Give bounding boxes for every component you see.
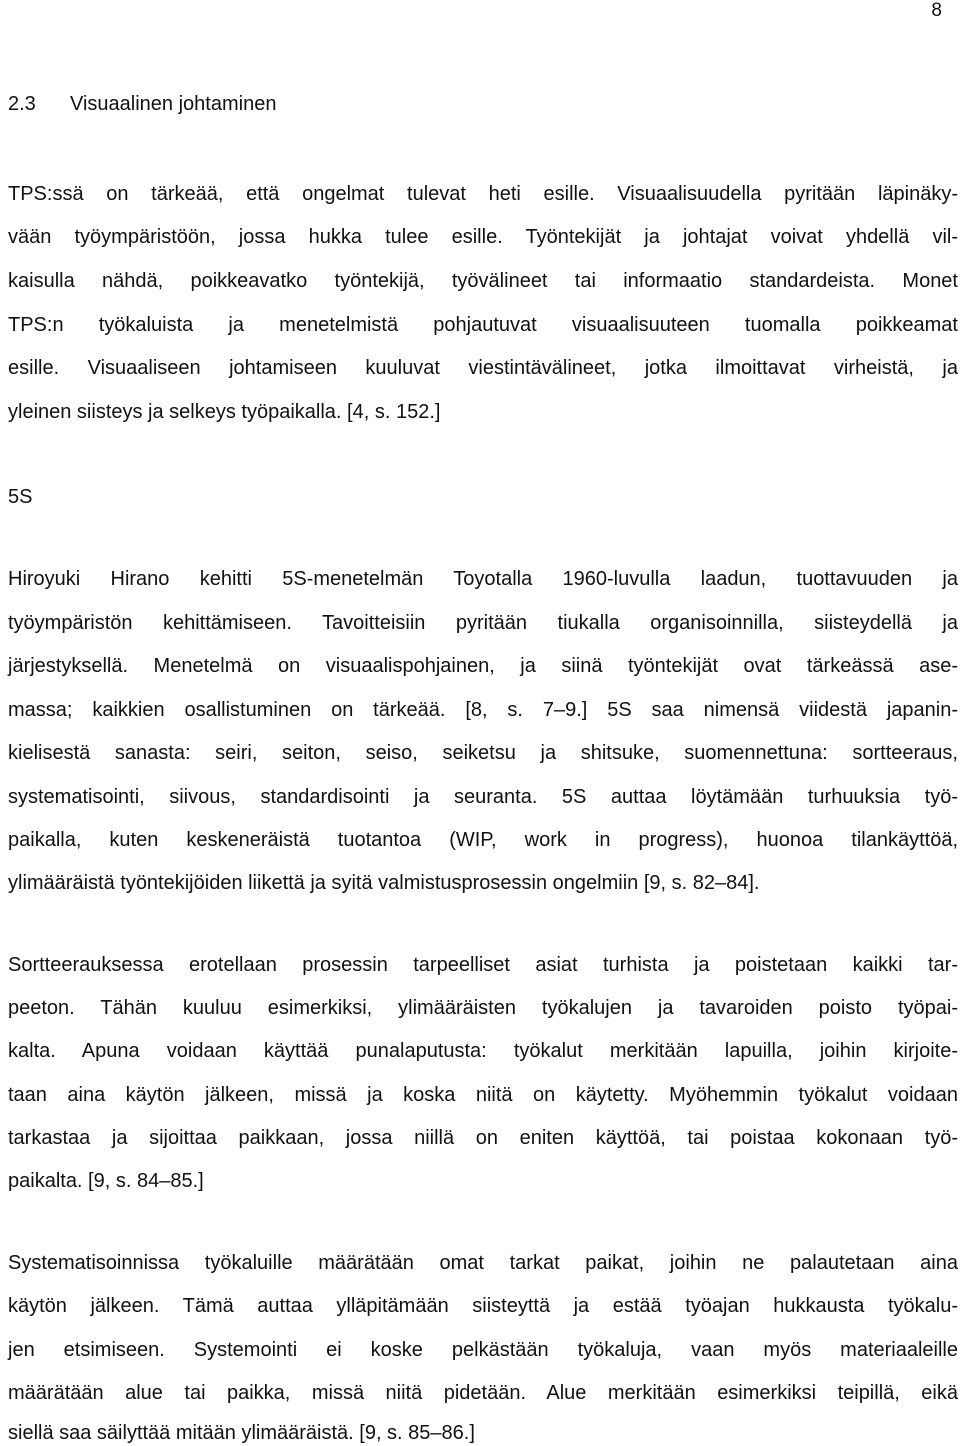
text-line: systematisointi, siivous, standardisointi ja seuranta. 5S auttaa löytämään turhuuksia työ- — [8, 786, 958, 808]
text-line: kaisulla nähdä, poikkeavatko työntekijä, työvälineet tai informaatio standardeista. Monet — [8, 270, 958, 292]
text-line: esille. Visuaaliseen johtamiseen kuuluvat viestintävälineet, jotka ilmoittavat virheistä, ja — [8, 357, 958, 379]
text-line: siellä saa säilyttää mitään ylimääräistä. [9, s. 85–86.] — [8, 1422, 475, 1444]
text-line: Sortteerauksessa erotellaan prosessin tarpeelliset asiat turhista ja poistetaan kaikki tar- — [8, 954, 958, 976]
text-line: paikalla, kuten keskeneräistä tuotantoa (WIP, work in progress), huonoa tilankäyttöä, — [8, 829, 958, 851]
section-number: 2.3 — [8, 93, 36, 115]
text-line: Systematisoinnissa työkaluille määrätään omat tarkat paikat, joihin ne palautetaan aina — [8, 1252, 958, 1274]
text-line: työympäristön kehittämiseen. Tavoitteisiin pyritään tiukalla organisoinnilla, siisteydellä ja — [8, 612, 958, 634]
section-title: Visuaalinen johtaminen — [70, 93, 277, 115]
text-line: kielisestä sanasta: seiri, seiton, seiso, seiketsu ja shitsuke, suomennettuna: sortteeraus, — [8, 742, 958, 764]
text-line: taan aina käytön jälkeen, missä ja koska niitä on käytetty. Myöhemmin työkalut voidaan — [8, 1084, 958, 1106]
text-line: massa; kaikkien osallistuminen on tärkeää. [8, s. 7–9.] 5S saa nimensä viidestä japanin- — [8, 699, 958, 721]
text-line: paikalta. [9, s. 84–85.] — [8, 1170, 204, 1192]
page-number: 8 — [931, 0, 942, 21]
text-line: ylimääräistä työntekijöiden liikettä ja syitä valmistusprosessin ongelmiin [9, s. 82–84]. — [8, 872, 760, 894]
section-heading — [8, 91, 958, 117]
text-line: vään työympäristöön, jossa hukka tulee esille. Työntekijät ja johtajat voivat yhdellä vil- — [8, 226, 958, 248]
text-line: käytön jälkeen. Tämä auttaa ylläpitämään siisteyttä ja estää työajan hukkausta työkalu- — [8, 1295, 958, 1317]
text-line: yleinen siisteys ja selkeys työpaikalla. [4, s. 152.] — [8, 401, 441, 423]
text-line: peeton. Tähän kuuluu esimerkiksi, ylimääräisten työkalujen ja tavaroiden poisto työpai- — [8, 997, 958, 1019]
text-line: tarkastaa ja sijoittaa paikkaan, jossa niillä on eniten käyttöä, tai poistaa kokonaan työ- — [8, 1127, 958, 1149]
text-line: TPS:ssä on tärkeää, että ongelmat tulevat heti esille. Visuaalisuudella pyritään läpinäky- — [8, 183, 958, 205]
text-line: jen etsimiseen. Systemointi ei koske pelkästään työkaluja, vaan myös materiaaleille — [8, 1339, 958, 1361]
text-line: kalta. Apuna voidaan käyttää punalaputusta: työkalut merkitään lapuilla, joihin kirjoite- — [8, 1040, 958, 1062]
text-line: TPS:n työkaluista ja menetelmistä pohjautuvat visuaalisuuteen tuomalla poikkeamat — [8, 314, 958, 336]
text-line: määrätään alue tai paikka, missä niitä pidetään. Alue merkitään esimerkiksi teipillä, eikä — [8, 1382, 958, 1404]
subheading-5s: 5S — [8, 486, 33, 508]
text-line: järjestyksellä. Menetelmä on visuaalispohjainen, ja siinä työntekijät ovat tärkeässä ase- — [8, 655, 958, 677]
text-line: Hiroyuki Hirano kehitti 5S-menetelmän Toyotalla 1960-luvulla laadun, tuottavuuden ja — [8, 568, 958, 590]
